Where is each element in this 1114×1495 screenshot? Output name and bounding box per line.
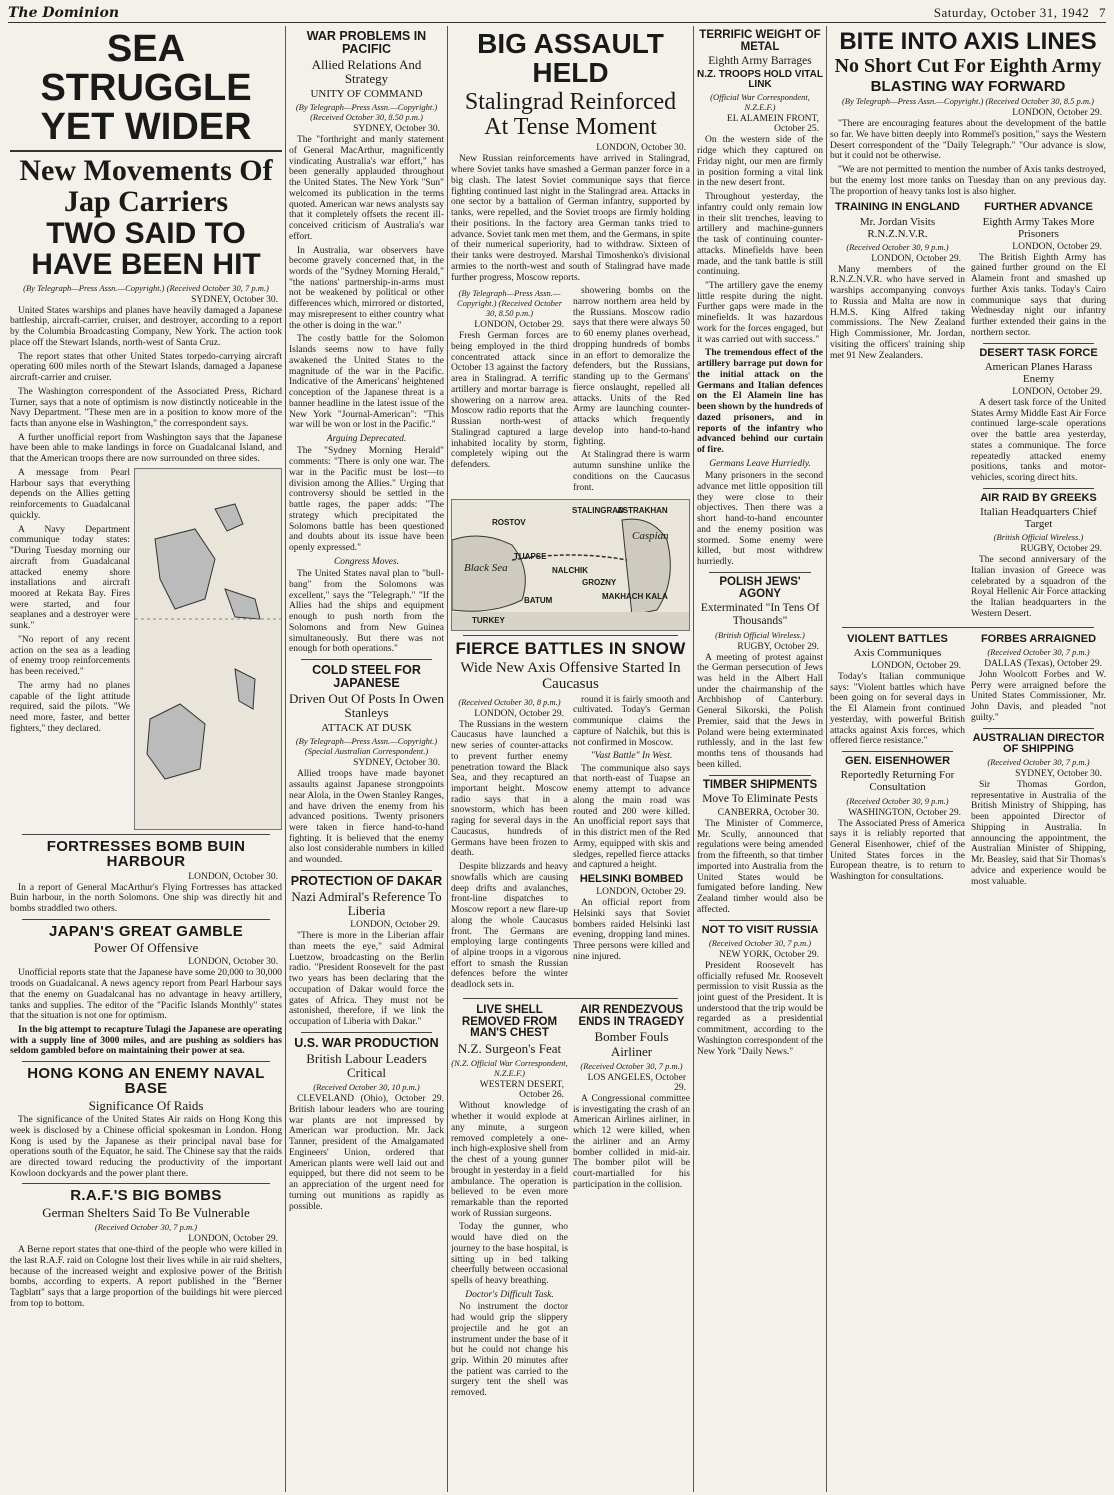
article-paragraph: "The artillery gave the enemy little respite during the night. Further gaps were made in the minefields. It was hazardous work for the forces engaged, but it was carried out with success." (697, 281, 823, 345)
article-paragraph: The costly battle for the Solomon Islands seems now to have fully awakened the United States to the magnitude of the war in the Pacific. Indicative of the Americans' heightened conception of the Japanese threat is a banner headline in the latest issue of the New York "Journal-American": "This war will be won or lost in the Pacific." (289, 334, 444, 431)
column-3 (451, 28, 690, 1490)
divider (709, 775, 811, 776)
column-rule (285, 26, 286, 1492)
headline-live-shell: LIVE SHELL REMOVED FROM MAN'S CHEST (461, 1003, 558, 1040)
subhead: Wide New Axis Offensive Started In Caucasus (460, 659, 681, 693)
subhead: UNITY OF COMMAND (310, 88, 423, 101)
article-paragraph: Fresh German forces are being employed in the third concentrated attack since October 13 against the factory area in Stalingrad. A terrific artillery and mortar barrage is showering on a narrow area. Moscow radio reports that the Russian north-west of Stalingrad captured a large inhabited locality by storm, completely wiping out the defenders. (451, 331, 568, 471)
divider (709, 572, 811, 573)
headline-raf-bombs: R.A.F.'S BIG BOMBS (70, 1187, 222, 1205)
map-label: TURKEY (472, 616, 505, 626)
article-paragraph: A Navy Department communique today states: "During Tuesday morning our aircraft from Guadalcanal attacked enemy shore installations and aircraft moored at Rekata Bay. Fires were started, and four seaplanes and a destroyer were sunk." (10, 524, 130, 632)
article-paragraph: The "forthright and manly statement of General MacArthur, magnificently vindicating Australia's war effort," has been generally applauded throughout the United States. The New York "Sun" welcomed its publication in the terms quoted. American war news analysts say that it completely offsets the recent ill-conceived criticism of Australia's war effort. (289, 135, 444, 242)
subhead: British Labour Leaders Critical (306, 1050, 427, 1080)
article-paragraph: The "Sydney Morning Herald" comments: "There is only one war. The war in the Pacific must be lost—to division among the Allies." Urging that controversy should be settled in the battle rages, the paper adds: "The strategy which precipitated the Solomons battle has been questioned and doubts about its issue have been openly expressed." (289, 446, 444, 554)
headline-hong-kong: HONG KONG AN ENEMY NAVAL BASE (27, 1065, 265, 1098)
map-label: BATUM (524, 596, 553, 606)
subhead: Eighth Army Barrages (708, 55, 812, 68)
article-paragraph: The report states that other United States torpedo-carrying aircraft operating 600 miles north of the Stewart Islands, damaged a Japanese aircraft-carrier and cruiser. (10, 351, 282, 384)
subhead: Power Of Offensive (93, 940, 199, 955)
credit-line: (By Telegraph—Press Assn.—Copyright.) (Received October 30, 8.50 p.m.) (295, 102, 438, 123)
dateline: LONDON, October 29. (871, 253, 961, 264)
credit-line: (Received October 30, 8 p.m.) (458, 696, 561, 707)
article-paragraph-bold: The tremendous effect of the artillery barrage put down for the initial attack on the Germans and Italian defences on the El Alamein line has been shown by the hundreds of dazed prisoners, and in reports of the infantry who advanced behind our curtain of fire. (697, 348, 823, 456)
subhead: No Short Cut For Eighth Army (834, 55, 1102, 78)
article-paragraph: No instrument the doctor had would grip the slippery projectile and he got an instrument under the base of it but he could not change his grip. Within 20 minutes after the patient was carried to the surgery tent the shell was removed. (451, 1302, 568, 1399)
subhead: Exterminated "In Tens Of Thousands" (700, 602, 820, 627)
article-paragraph: The United States naval plan to "bull-bang" from the Solomons was excellent," says the "Telegraph." "If the Allies had the ships and equipment enough to push north from the Solomons and from New Guinea simultaneously. But there was not enough for both operations." (289, 569, 444, 655)
headline-polish-jews: POLISH JEWS' AGONY (719, 575, 801, 600)
credit-line: (Received October 30, 7 p.m.) (987, 646, 1090, 657)
headline-not-visit-russia: NOT TO VISIT RUSSIA (701, 923, 819, 936)
divider (983, 488, 1094, 489)
credit-line: (By Telegraph—Press Assn.—Copyright.) (Received October 30, 7 p.m.) (23, 282, 269, 293)
article-paragraph: New Russian reinforcements have arrived in Stalingrad, where Soviet tanks have smashed a German panzer force in a big clash. The latest Soviet communique says that fierce fighting continued last night in the Stalingrad area. Attacks in one sector by a battalion of German infantry, supported by tanks, were repelled, and the Soviet troops are firmly holding their positions. In the factory area German tanks tried to advance. Soviet tank men met them, and the Germans, in spite of their numerical superiority, had to withdraw. Sixteen of their tanks were destroyed. Marshal Timoshenko's divisional armies to the north-west and south of Stalingrad have made further progress, Moscow reports. (451, 154, 690, 283)
subhead: American Planes Harass Enemy (984, 360, 1093, 385)
divider (842, 627, 1094, 628)
dateline: LONDON, October 29. (1012, 108, 1102, 119)
article-paragraph: In a report of General MacArthur's Flying Fortresses has attacked Buin harbour, in the north Solomons. One ship was directly hit and bombs straddled two others. (10, 882, 282, 914)
map-label: Caspian (632, 530, 669, 543)
article-paragraph: "We are not permitted to mention the number of Axis tanks destroyed, but the enemy lost more tanks on Tuesday than on any previous day. The proportion of heavy tanks lost is also higher. (830, 165, 1106, 197)
dateline: LONDON, October 30. (596, 143, 686, 154)
credit-line: (Received October 30, 7 p.m.) (987, 757, 1090, 767)
dateline: LONDON, October 29. (1012, 386, 1102, 397)
article-paragraph: The Russians in the western Caucasus have launched a new series of counter-attacks to prevent further enemy penetration toward the Black Sea, and they recaptured an important height. Moscow radio says that in a snowstorm, which has been raging for several days in the Caucasus, hundreds of Germans have been frozen to death. (451, 719, 568, 859)
map-label: TUAPSE (514, 552, 547, 562)
article-paragraph: On the western side of the ridge which they captured on Friday night, our men are firmly in position forming a vital link in the new desert front. (697, 135, 823, 189)
headline-terrific-weight: TERRIFIC WEIGHT OF METAL (699, 29, 821, 53)
dateline: SYDNEY, October 30. (353, 124, 440, 135)
divider (22, 1183, 270, 1184)
credit-line: (By Telegraph—Press Assn.—Copyright.) (Received October 30, 8.50 p.m.) (456, 288, 563, 319)
subhead: Eighth Army Takes More Prisoners (982, 215, 1095, 240)
headline-bite-axis: BITE INTO AXIS LINES (839, 28, 1097, 55)
section-subhead: Doctor's Difficult Task. (465, 1289, 554, 1300)
subhead: Italian Headquarters Chief Target (980, 506, 1097, 531)
headline-helsinki: HELSINKI BOMBED (579, 873, 684, 886)
page-number: 7 (1099, 5, 1106, 20)
article-paragraph: President Roosevelt has officially refused Mr. Roosevelt permission to visit Russia as the joint guest of the President. It is understood that the trip would be regarded as a presidential commitment, according to the Washington correspondent of the New York "Daily News." (697, 960, 823, 1057)
divider (301, 1032, 432, 1033)
article-paragraph: showering bombs on the narrow northern area held by the Russians. Moscow radio says that there were always 50 to 60 enemy planes overhead, dropping hundreds of bombs in an effort to demoralize the defenders, but the Russians, standing up to the Germans' fierce onslaught, repelled all attacks. Units of the Red Army are launching counter-attacks which frequently develop into hand-to-hand fighting. (573, 286, 690, 447)
article-paragraph: The significance of the United States Air raids on Hong Kong this week is disclosed by a Chinese official spokesman in London. Hong Kong is used by the Japanese as their principal naval base for operations south of the Equator, he said. The Chinese say that the raids are directed toward reducing the productivity of the important Kowloon dockyards and the power plant there. (10, 1115, 282, 1179)
divider (22, 919, 270, 920)
divider (10, 150, 282, 152)
map-label: NALCHIK (552, 566, 588, 576)
dateline: NEW YORK, October 29. (719, 949, 819, 960)
dateline: LONDON, October 29. (474, 708, 564, 719)
headline-further-advance: FURTHER ADVANCE (984, 201, 1093, 214)
column-rule (447, 26, 448, 1492)
subhead: Nazi Admiral's Reference To Liberia (291, 888, 442, 918)
caucasus-map (451, 499, 690, 631)
map-label: STALINGRAD (572, 506, 624, 516)
article-paragraph: Allied troops have made bayonet assaults against Japanese strongpoints near Alola, in the Owen Stanley Ranges, and have driven the enemy from his advanced positions. Twenty prisoners were taken in fierce hand-to-hand fighting. It is believed that the enemy also lost considerable numbers in killed and wounded. (289, 769, 444, 866)
article-paragraph: Throughout yesterday, the infantry could only remain low in their slit trenches, leaving to artillery and machine-gunners the task of continuing counter-attacks. Minefields have been made, and the tank battle is still continuing. (697, 192, 823, 278)
credit-line: (By Telegraph—Press Assn.—Copyright.) (Received October 30, 8.5 p.m.) (841, 96, 1095, 107)
article-paragraph: The communique also says that north-east of Tuapse an enemy attempt to advance along the main road was routed and 200 were killed. An unofficial report says that in this district men of the Red Army, equipped with skis and sledges, repelled fierce attacks and captured a height. (573, 763, 690, 871)
column-rule (826, 26, 827, 1492)
article-paragraph: "There is more in the Liberian affair than meets the eye," said Admiral Luetzow, broadcasting on the Berlin radio. "President Roosevelt for the past two years has been declaring that the occupation of Dakar would force the gates of Africa. They must not be astonished, therefore, if we link the occupation of Liberia with Dakar." (289, 931, 444, 1028)
headline-desert-task-force: DESERT TASK FORCE (979, 346, 1098, 359)
dateline: WASHINGTON, October 29. (848, 807, 961, 818)
article-paragraph: round it is fairly smooth and cultivated. Today's German communique claims the capture of Nalchik, but this is not confirmed in Moscow. (573, 694, 690, 748)
credit-line: (By Telegraph—Press Assn.—Copyright.) (Special Australian Correspondent.) (295, 736, 438, 757)
subhead-two-hit: TWO SAID TO HAVE BEEN HIT (31, 217, 261, 282)
article-paragraph: An official report from Helsinki says that Soviet bombers raided Helsinki last evening, dropping land mines. Three persons were killed and nine injured. (573, 898, 690, 962)
credit-line: (N.Z. Official War Correspondent, N.Z.E.F.) (451, 1058, 568, 1079)
divider (301, 659, 432, 660)
dateline: LONDON, October 29. (474, 320, 564, 331)
article-paragraph: Unofficial reports state that the Japanese have some 20,000 to 30,000 troods on Guadalcanal. A news agency report from Pearl Harbour says that the enemy on Guadalcanal has no advantage in heavy artillery, tanks and supplies. The editor of the "Pacific Islands Monthly" states that the situation is not one for optimism. (10, 968, 282, 1022)
paper-name: The Dominion (8, 5, 120, 21)
credit-line: (Received October 30, 7 p.m.) (94, 1222, 198, 1233)
column-rule (693, 26, 694, 1492)
dateline: LONDON, October 29. (596, 887, 686, 898)
divider (463, 998, 678, 999)
subhead: N.Z. Surgeon's Feat (457, 1041, 562, 1057)
map-label: MAKHACH KALA (602, 592, 668, 602)
subhead: N.Z. TROOPS HOLD VITAL LINK (697, 69, 823, 91)
dateline: SYDNEY, October 30. (353, 758, 440, 769)
headline-war-problems: WAR PROBLEMS IN PACIFIC (306, 29, 427, 56)
dateline: SYDNEY, October 30. (191, 294, 278, 305)
masthead (8, 4, 1106, 23)
subhead: Driven Out Of Posts In Owen Stanleys (289, 690, 444, 720)
divider (983, 728, 1094, 729)
article-paragraph: "No report of any recent action on the sea as a leading of enemy troop reinforcements has been received." (10, 634, 130, 678)
section-subhead: Congress Moves. (333, 556, 400, 567)
article-paragraph: Many prisoners in the second advance met little opposition till they were close to their objectives. Then there was a short hand-to-hand encounter and the enemy position was stormed. Some enemy were killed, but most withdrew hurriedly. (697, 471, 823, 568)
divider (22, 1061, 270, 1062)
section-subhead: Germans Leave Hurriedly. (709, 458, 811, 469)
article-paragraph: The Minister of Commerce, Mr. Scully, announced that regulations were being amended from the fifteenth, so that timber imported into Australia from the United States would be fumigated before landing. New Zealand timber would also be affected. (697, 818, 823, 915)
subhead: Stalingrad Reinforced At Tense Moment (464, 89, 677, 141)
article-paragraph: At Stalingrad there is warm autumn sunshine unlike the conditions on the Caucasus front. (573, 450, 690, 493)
article-paragraph: The army had no planes capable of the light attitude required, said the pilots. "We need more, faster, and better fighters," they declared. (10, 680, 130, 734)
subhead: Bomber Fouls Airliner (594, 1029, 669, 1059)
dateline: LONDON, October 29. (188, 1234, 278, 1245)
headline-dakar: PROTECTION OF DAKAR (290, 873, 443, 888)
article-paragraph-bold: In the big attempt to recapture Tulagi the Japanese are operating with a supply line of 3000 miles, and are pushing as soldiers has seldom gambled before on maintaining their power at sea. (10, 1024, 282, 1057)
headline-us-war-production: U.S. WAR PRODUCTION (294, 1035, 439, 1050)
divider (22, 834, 270, 835)
credit-line: (Received October 30, 10 p.m.) (313, 1082, 420, 1093)
credit-line: (British Official Wireless.) (715, 629, 805, 640)
headline-training-england: TRAINING IN ENGLAND (835, 201, 960, 214)
credit-line: (Received October 30, 7 p.m.) (580, 1060, 683, 1071)
subhead: Mr. Jordan Visits R.N.Z.N.V.R. (859, 215, 936, 240)
issue-date: Saturday, October 31, 1942 (933, 5, 1090, 20)
column-1 (10, 28, 282, 1490)
divider (709, 920, 811, 921)
article-paragraph: A Congressional committee is investigating the crash of an American Airlines airliner, in which 12 were killed, when the airliner and an Army bomber collided in mid-air. The bomber pilot will be court-martialled for his participation in the collision. (573, 1093, 690, 1190)
column-5 (830, 28, 1106, 1490)
credit-line: (Official War Correspondent, N.Z.E.F.) (710, 92, 810, 113)
headline-eisenhower: GEN. EISENHOWER (844, 755, 951, 768)
headline-fierce-battles: FIERCE BATTLES IN SNOW (455, 639, 686, 659)
headline-sea-struggle: SEA STRUGGLE YET WIDER (40, 28, 252, 148)
divider (301, 870, 432, 871)
headline-air-rendezvous: AIR RENDEZVOUS ENDS IN TRAGEDY (578, 1003, 685, 1028)
article-paragraph: Sir Thomas Gordon, representative in Australia of the British Ministry of Shipping, has been appointed Director of Shipping in Australia. In announcing the appointment, the Australian Minister of Shipping, Mr. Beasley, said that Sir Thomas's advice and experience would be most valuable. (971, 780, 1106, 887)
credit-line: (British Official Wireless.) (993, 532, 1084, 543)
subhead: Significance Of Raids (88, 1097, 204, 1113)
article-paragraph: CLEVELAND (Ohio), October 29. British labour leaders who are touring war plants are not impressed by American war production. Mr. Jack Tanner, president of the Amalgamated Engineers' Union, ordered that American plants were well laid out and equipped, but there did not seem to be an appreciation of the urgent need for turning out munitions as rapidly as possible. (289, 1094, 444, 1212)
article-paragraph: Today the gunner, who would have died on the journey to the base hospital, is sitting up in bed talking cheerfully between occasional spells of heavy breathing. (451, 1222, 568, 1287)
credit-line: (Received October 30, 9 p.m.) (846, 795, 949, 806)
headline-timber: TIMBER SHIPMENTS (702, 778, 818, 791)
article-paragraph: In Australia, war observers have become gravely concerned that, in the words of the "Sydney Morning Herald," "the nations' partnership-in-arms must not be weakened by political or other differences which, mirrored or distorted, may misrepresent to either country what the other is doing in the war." (289, 245, 444, 331)
article-paragraph: A further unofficial report from Washington says that the Japanese have been able to make landings in force on Guadalcanal Island, and that the American troops there are now surrounded on three sides. (10, 432, 282, 465)
column-2 (289, 28, 444, 1490)
column-4 (697, 28, 823, 1490)
subhead: Allied Relations And Strategy (311, 56, 422, 86)
divider (983, 343, 1094, 344)
solomons-map (134, 468, 282, 830)
dateline: LONDON, October 29. (350, 920, 440, 931)
dateline: RUGBY, October 29. (1020, 544, 1102, 555)
subhead: Axis Communiques (853, 646, 942, 659)
article-paragraph: The Washington correspondent of the Associated Press, Richard Turner, says that a note of optimism is now distinctly noticeable in the Navy Department. "These men are in a position to know more of the facts than anyone else in Washington," the correspondent says. (10, 386, 282, 429)
map-label: Black Sea (464, 562, 508, 575)
headline-japan-gamble: JAPAN'S GREAT GAMBLE (48, 922, 244, 940)
article-paragraph: Without knowledge of whether it would explode at any minute, a surgeon removed completely a one-inch high-explosive shell from the chest of a young gunner brought in yesterday in a field ambulance. The operation is believed to be even more remarkable than the reported work of Russian surgeons. (451, 1101, 568, 1219)
credit-line: (Received October 30, 9 p.m.) (846, 241, 949, 252)
headline-air-raid-greeks: AIR RAID BY GREEKS (980, 491, 1097, 504)
subhead: BLASTING WAY FORWARD (870, 77, 1066, 95)
headline-violent-battles: VIOLENT BATTLES (847, 632, 948, 645)
article-paragraph: A Berne report states that one-third of the people who were killed in the last R.A.F. raid on Cologne lost their lives while in air raid shelters, because of the increased weight and explosive power of the British bombs, according to experts. A report published in the "Berner Tagblatt" says that a large proportion of the buildings hit were pierced from top to bottom. (10, 1245, 282, 1309)
article-paragraph: A message from Pearl Harbour says that everything depends on the Allies getting reinforcements to Guadalcanal quickly. (10, 467, 130, 521)
article-paragraph: Today's Italian communique says: "Violent battles which have been going on for several days in the El Alamein front continued yesterday, with powerful British attacks against Axis forces, which offered fierce resistance." (830, 671, 965, 747)
headline-big-assault: BIG ASSAULT HELD (477, 28, 664, 88)
article-paragraph: The Associated Press of America says it is reliably reported that General Eisenhower, chief of the United States forces in the European theatre, is to return to Washington for consultations. (830, 818, 965, 883)
article-paragraph: Despite blizzards and heavy snowfalls which are causing deep drifts and avalanches, front-line dispatches to Moscow report a new flare-up along the whole Caucasus front. The Germans are employing large contingents of alpine troops in a vigorous effort to smash the Russian defences before the winter deadlock sets in. (451, 862, 568, 991)
dateline: RUGBY, October 29. (737, 641, 819, 652)
credit-line: (Received October 30, 7 p.m.) (708, 937, 812, 948)
section-subhead: "Vast Battle" In West. (590, 751, 673, 762)
article-paragraph: "There are encouraging features about the development of the battle so far. We have bitten deeply into Rommel's position," says the Western Desert correspondent of the "Daily Telegraph." "Our advance is slow, but it could not be otherwise. (830, 119, 1106, 162)
subhead: Move To Eliminate Pests (702, 793, 818, 806)
headline-australian-shipping: AUSTRALIAN DIRECTOR OF SHIPPING (972, 731, 1105, 755)
dateline: CANBERRA, October 30. (717, 807, 819, 818)
map-label: ASTRAKHAN (617, 506, 668, 516)
map-label: ROSTOV (492, 518, 526, 528)
headline-fortresses: FORTRESSES BOMB BUIN HARBOUR (46, 837, 246, 871)
solomons-map-drawing (135, 469, 281, 829)
dateline: WESTERN DESERT, October 26. (479, 1080, 564, 1101)
map-label: GROZNY (582, 578, 617, 588)
article-paragraph: United States warships and planes have heavily damaged a Japanese battleship, aircraft-carrier, cruiser, and destroyer, according to a report by the Columbia Broadcasting Company, New York. The action took place off the Stewart Islands, north-west of Santa Cruz. (10, 305, 282, 348)
subhead: Reportedly Returning For Consultation (840, 769, 955, 794)
article-paragraph: The British Eighth Army has gained further ground on the El Alamein front and smashed up further Axis tanks. Today's Cairo communique says that during Wednesday night our infantry further extended their gains in the northern sector. (971, 252, 1106, 338)
dateline: EL ALAMEIN FRONT, October 25. (726, 114, 819, 135)
dateline: LONDON, October 30. (188, 957, 278, 968)
article-paragraph: Many members of the R.N.Z.N.V.R. who have served in warships accompanying convoys to Russia and Malta are now in H.M.S. King Alfred taking commissions. The New Zealand High Commissioner, Mr. Jordan, visiting the officers' training ship met 91 New Zealanders. (830, 264, 965, 361)
subhead: German Shelters Said To Be Vulnerable (42, 1204, 250, 1220)
headline-forbes: FORBES ARRAIGNED (980, 632, 1097, 645)
article-paragraph: The second anniversary of the Italian invasion of Greece was celebrated by a squadron of the Royal Hellenic Air Force attacking the Italian headquarters in the Western Desert. (971, 555, 1106, 619)
headline-cold-steel: COLD STEEL FOR JAPANESE (312, 663, 421, 690)
dateline: SYDNEY, October 30. (1015, 769, 1102, 779)
article-paragraph: A meeting of protest against the German persecution of Jews was held in the Albert Hall under the chairmanship of the Archbishop of Canterbury. General Sikorski, the Polish Premier, said that the Jews in Poland were being exterminated ruthlessly, and in the last few months tens of thousands had been killed. (697, 652, 823, 770)
divider (463, 635, 678, 636)
article-paragraph: A desert task force of the United States Army Middle East Air Force continued large-scale operations over the battle area yesterday, states a communique. The force repeatedly attacked enemy positions, tanks and motor-vehicles, scoring direct hits. (971, 397, 1106, 484)
subhead-jap-carriers: New Movements Of Jap Carriers (19, 154, 273, 218)
section-subhead: Arguing Deprecated. (326, 434, 407, 445)
dateline: LONDON, October 30. (188, 871, 278, 882)
dateline: LONDON, October 29. (1012, 241, 1102, 252)
subhead: ATTACK AT DUSK (321, 722, 412, 735)
divider (842, 751, 953, 752)
dateline: LONDON, October 29. (871, 660, 961, 671)
dateline: LOS ANGELES, October 29. (587, 1072, 686, 1093)
article-paragraph: John Woolcott Forbes and W. Perry were arraigned before the United States Commissioner, Mr. John Davis, and pleaded "not guilty." (971, 669, 1106, 723)
dateline: DALLAS (Texas), October 29. (984, 658, 1102, 669)
